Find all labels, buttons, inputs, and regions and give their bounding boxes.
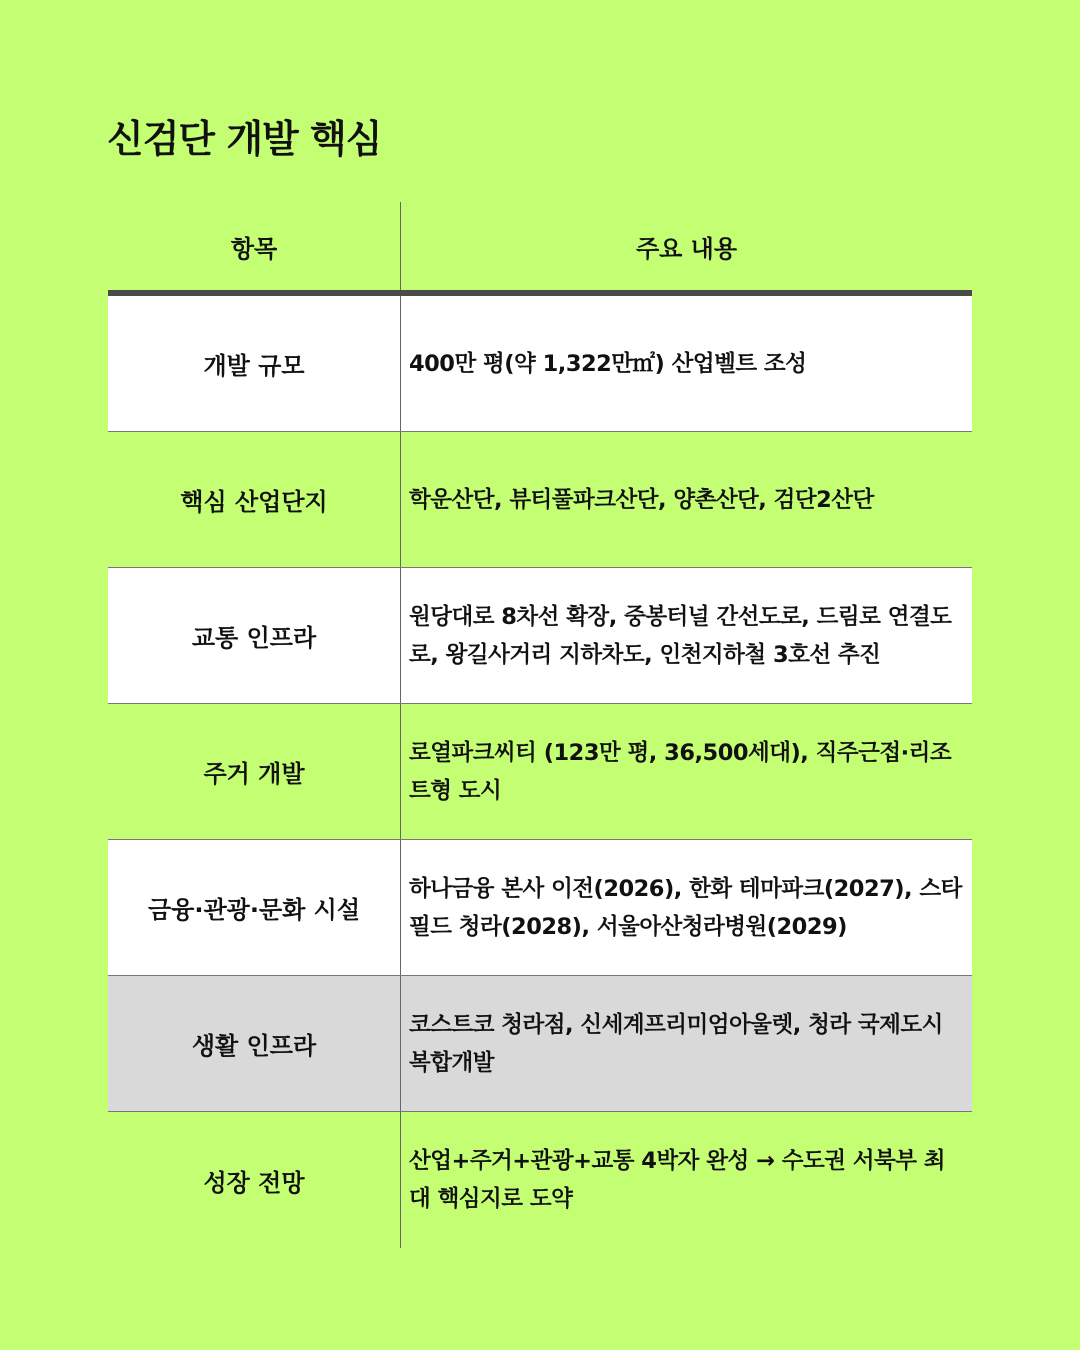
row-content: 코스트코 청라점, 신세계프리미엄아울렛, 청라 국제도시 복합개발 (409, 1011, 943, 1076)
header-item: 항목 (108, 202, 401, 290)
row-content: 산업+주거+관광+교통 4박자 완성 → 수도권 서북부 최대 핵심지로 도약 (409, 1148, 946, 1212)
row-label: 교통 인프라 (108, 568, 401, 703)
row-label: 개발 규모 (108, 296, 401, 431)
row-label: 금융·관광·문화 시설 (108, 840, 401, 975)
row-content: 하나금융 본사 이전(2026), 한화 테마파크(2027), 스타필드 청라(2028), 서울아산청라병원(2029) (409, 875, 962, 940)
table-row (108, 976, 972, 1112)
row-label: 주거 개발 (108, 704, 401, 839)
table-row (108, 704, 972, 840)
row-content: 원당대로 8차선 확장, 중봉터널 간선도로, 드림로 연결도로, 왕길사거리 지하차도, 인천지하철 3호선 추진 (409, 603, 952, 668)
table-row (108, 296, 972, 432)
table-row (108, 840, 972, 976)
summary-table (108, 202, 972, 1248)
header-content: 주요 내용 (635, 234, 738, 263)
row-label: 핵심 산업단지 (108, 432, 401, 567)
table-row (108, 432, 972, 568)
row-label: 성장 전망 (108, 1112, 401, 1248)
row-content: 로열파크씨티 (123만 평, 36,500세대), 직주근접·리조트형 도시 (409, 739, 952, 804)
table-header-row (108, 202, 972, 296)
row-label: 생활 인프라 (108, 976, 401, 1111)
table-row (108, 1112, 972, 1248)
row-content: 400만 평(약 1,322만㎡) 산업벨트 조성 (409, 350, 807, 377)
page-title: 신검단 개발 핵심 (107, 117, 382, 161)
table-row (108, 568, 972, 704)
row-content: 학운산단, 뷰티풀파크산단, 양촌산단, 검단2산단 (409, 486, 874, 513)
